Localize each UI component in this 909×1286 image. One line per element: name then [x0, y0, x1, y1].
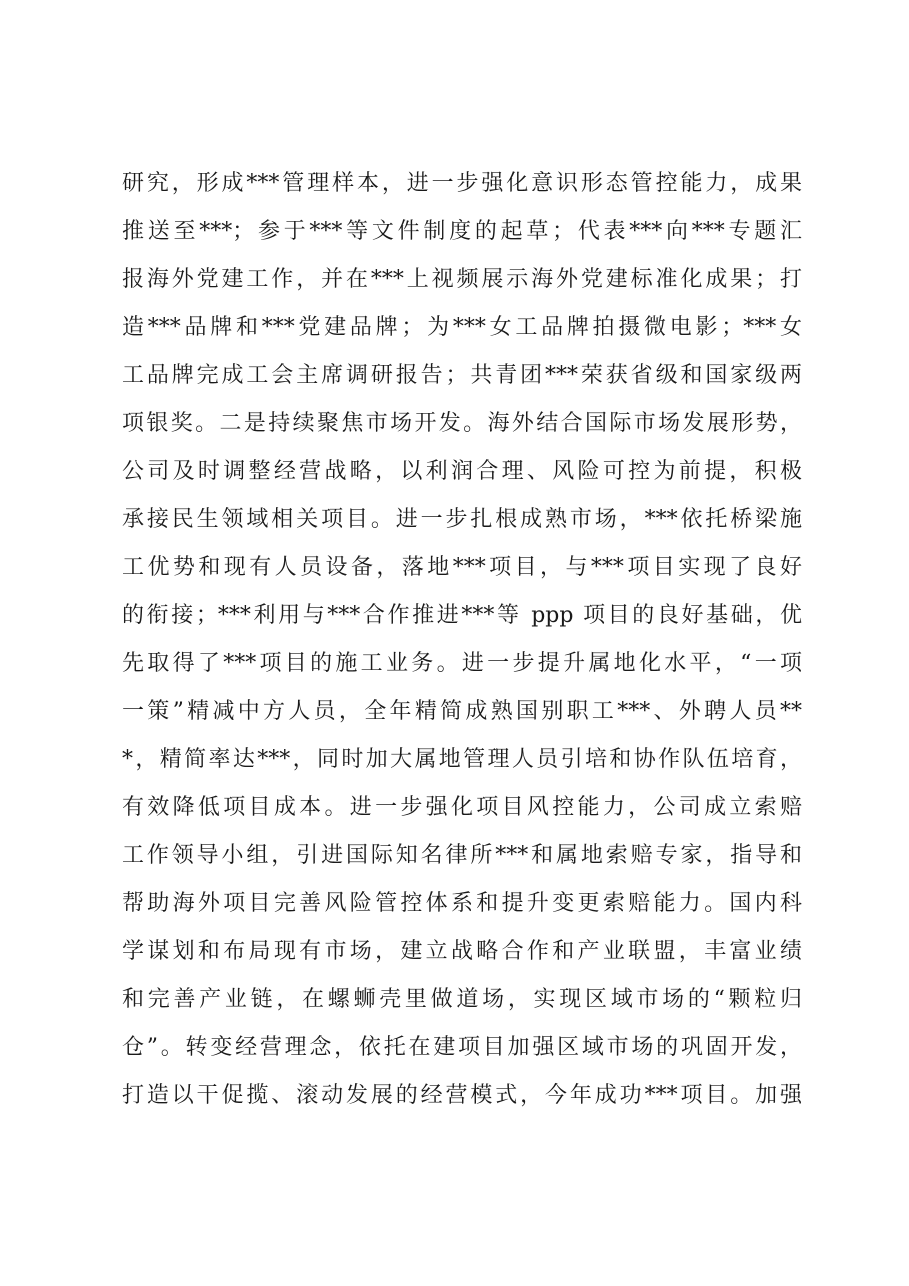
text-line: 推送至***；参于***等文件制度的起草；代表***向***专题汇	[122, 219, 802, 244]
text-line: 有效降低项目成本。进一步强化项目风控能力，公司成立索赔	[122, 795, 802, 820]
body-paragraph	[122, 160, 802, 1120]
text-line: 报海外党建工作，并在***上视频展示海外党建标准化成果；打	[122, 267, 802, 292]
text-line: 造***品牌和***党建品牌；为***女工品牌拍摄微电影；***女	[122, 315, 802, 340]
text-line: *，精简率达***，同时加大属地管理人员引培和协作队伍培育，	[122, 747, 802, 772]
text-line: 承接民生领域相关项目。进一步扎根成熟市场，***依托桥梁施	[122, 507, 802, 532]
text-line: 的衔接；***利用与***合作推进***等 ppp 项目的良好基础，优	[122, 603, 802, 628]
text-line: 工品牌完成工会主席调研报告；共青团***荣获省级和国家级两	[122, 363, 802, 388]
text-line: 打造以干促揽、滚动发展的经营模式，今年成功***项目。加强	[122, 1083, 802, 1108]
text-line: 帮助海外项目完善风险管控体系和提升变更索赔能力。国内科	[122, 891, 802, 916]
text-line: 公司及时调整经营战略，以利润合理、风险可控为前提，积极	[122, 459, 802, 484]
text-line: 工优势和现有人员设备，落地***项目，与***项目实现了良好	[122, 555, 802, 580]
text-line: 工作领导小组，引进国际知名律所***和属地索赔专家，指导和	[122, 843, 802, 868]
text-line: 项银奖。二是持续聚焦市场开发。海外结合国际市场发展形势，	[122, 411, 802, 436]
text-line: 研究，形成***管理样本，进一步强化意识形态管控能力，成果	[122, 171, 802, 196]
text-line: 学谋划和布局现有市场，建立战略合作和产业联盟，丰富业绩	[122, 939, 802, 964]
text-line: 一策”精减中方人员，全年精简成熟国别职工***、外聘人员**	[122, 699, 802, 724]
text-line: 和完善产业链，在螺蛳壳里做道场，实现区域市场的“颗粒归	[122, 987, 802, 1012]
text-line: 先取得了***项目的施工业务。进一步提升属地化水平，“一项	[122, 651, 802, 676]
text-line: 仓”。转变经营理念，依托在建项目加强区域市场的巩固开发，	[122, 1035, 802, 1060]
